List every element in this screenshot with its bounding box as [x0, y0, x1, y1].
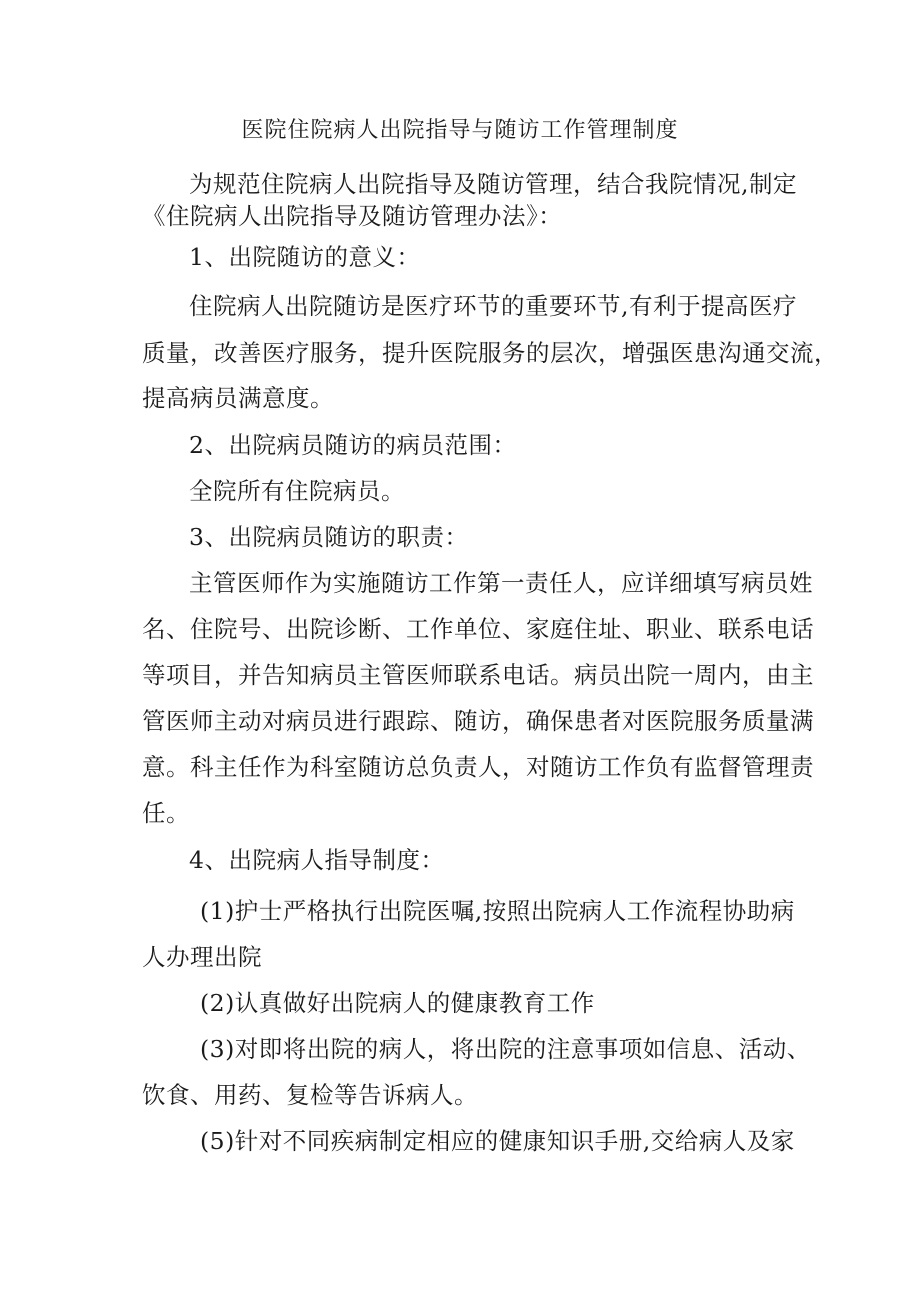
section-4-item-3-line-2: 饮食、用药、复检等告诉病人。 — [142, 1081, 478, 1109]
section-4-item-1-line-2: 人办理出院 — [142, 943, 262, 971]
document-title: 医院住院病人出院指导与随访工作管理制度 — [241, 118, 679, 143]
section-1-line-3: 提高病员满意度。 — [142, 384, 334, 412]
section-3-line-6: 任。 — [142, 799, 190, 827]
section-1-line-2: 质量，改善医疗服务，提升医院服务的层次，增强医患沟通交流， — [142, 339, 838, 367]
section-4-item-3-line-1: (3)对即将出院的病人，将出院的注意事项如信息、活动、 — [200, 1035, 811, 1063]
section-4-item-5-line-1: (5)针对不同疾病制定相应的健康知识手册,交给病人及家 — [200, 1127, 795, 1155]
section-1-line-1: 住院病人出院随访是医疗环节的重要环节,有利于提高医疗 — [189, 292, 797, 320]
section-4-item-1-line-1: (1)护士严格执行出院医嘱,按照出院病人工作流程协助病 — [200, 897, 795, 925]
section-2-line-1: 全院所有住院病员。 — [189, 477, 405, 505]
section-4-item-2: (2)认真做好出院病人的健康教育工作 — [200, 989, 595, 1017]
section-3-line-5: 意。科主任作为科室随访总负责人，对随访工作负有监督管理责 — [142, 753, 814, 781]
section-3-line-2: 名、住院号、出院诊断、工作单位、家庭住址、职业、联系电话 — [142, 615, 814, 643]
section-heading-4: 4、出院病人指导制度： — [189, 846, 445, 874]
section-3-line-1: 主管医师作为实施随访工作第一责任人，应详细填写病员姓 — [189, 569, 813, 597]
section-3-line-4: 管医师主动对病员进行跟踪、随访，确保患者对医院服务质量满 — [142, 707, 814, 735]
intro-line-1: 为规范住院病人出院指导及随访管理，结合我院情况,制定 — [189, 170, 797, 198]
section-heading-1: 1、出院随访的意义： — [189, 243, 421, 271]
intro-line-2: 《住院病人出院指导及随访管理办法》： — [142, 202, 563, 230]
section-heading-3: 3、出院病员随访的职责： — [189, 523, 469, 551]
section-3-line-3: 等项目，并告知病员主管医师联系电话。病员出院一周内，由主 — [142, 661, 814, 689]
section-heading-2: 2、出院病员随访的病员范围： — [189, 431, 517, 459]
